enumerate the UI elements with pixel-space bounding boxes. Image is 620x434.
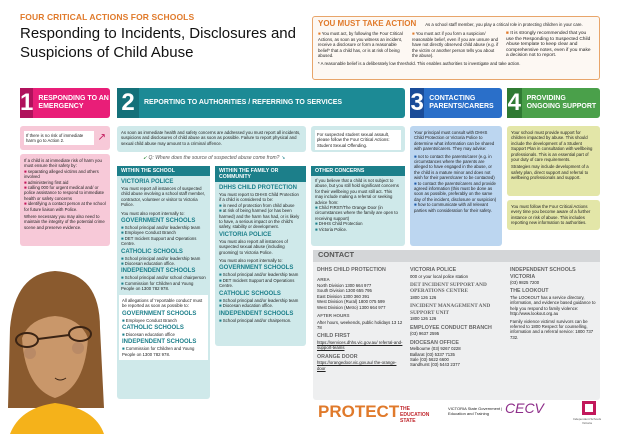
list-item: ■ how to communicate with all relevant parties with consideration for their safety. — [414, 202, 498, 213]
emergency-item: ■ separating alleged victims and others involved — [24, 169, 106, 180]
orange-door-link[interactable]: https://orangedoor.vic.gov.au/ the-orange-door — [317, 360, 397, 371]
section-title: INDEPENDENT SCHOOLS — [219, 310, 294, 317]
section-title: CATHOLIC SCHOOLS — [219, 290, 281, 297]
contact-title: DIOCESAN OFFICE — [410, 339, 459, 346]
section-title: INDEPENDENT SCHOOLS — [121, 268, 196, 275]
contact-line: (03) 9825 7200 — [510, 280, 540, 285]
section-title: GOVERNMENT SCHOOLS — [121, 218, 196, 225]
list-item: ■ School principal and/or leadership team — [121, 256, 206, 261]
list-item: ■ not to contact the parents/carer (e.g. in circumstances where the parents are alleged to have engaged in the abuse, or the child is a mature minor and does not wish for their parent/carer to be contacted) — [414, 154, 498, 181]
contact-line: Sale (03) 5622 6600 — [410, 356, 449, 362]
action-label: CONTACTING PARENTS/CARERS — [429, 95, 494, 110]
action-point: ■ It is strongly recommended that you use the Responding to Suspected Child Abuse template to keep clear and comprehensive notes, even if you make a decision not to report. — [506, 31, 594, 58]
list-item: ■ DHHS Child Protection — [315, 221, 401, 226]
source-question — [122, 155, 306, 161]
list-item: ■ in need of protection from child abuse — [219, 203, 302, 208]
no-risk-box — [20, 126, 110, 150]
section-text: If you believe that a child is not subject to abuse, but you still hold significant concerns for their wellbeing you must still act. This may include making a referral or seeking advice from: — [315, 178, 399, 205]
contact-line: The LOOKOUT has a service directory, information, and evidence based guidance to help you respond to family violence: http://www.lookout.org.au — [510, 294, 596, 317]
list-item: ■ Commission for Children and Young People on 1300 782 978. — [122, 346, 205, 357]
footnote: * A reasonable belief is a deliberately low threshold. This enables authorities to investigate and take action. — [318, 61, 521, 67]
action-label: RESPONDING TO AN EMERGENCY — [38, 95, 109, 110]
list-item: ■ Employee Conduct Branch — [121, 230, 206, 235]
contact-line: West Division (Rural) 1800 075 599 — [317, 299, 385, 305]
section-title: CATHOLIC SCHOOLS — [121, 248, 183, 255]
sexual-assault-note — [311, 126, 405, 152]
column-header: WITHIN THE FAMILY OR COMMUNITY — [215, 166, 306, 182]
list-item: ■ DET Incident Support and Operations Centre. — [219, 278, 302, 289]
list-item: ■ Victoria Police. — [315, 227, 401, 232]
contact-panel — [313, 250, 600, 400]
emergency-item: ■ administering first aid — [24, 180, 106, 185]
also-text: You must also report internally to: — [219, 258, 283, 264]
contact-line: After hours, weekends, public holidays 13 12 78 — [317, 319, 403, 330]
emergency-intro: If a child is at immediate risk of harm you must ensure their safety by: — [24, 158, 102, 169]
education-state-logo: THE EDUCATION STATE — [400, 406, 430, 424]
you-must-take-action-box — [312, 16, 600, 80]
section-title: VICTORIA POLICE — [219, 231, 272, 238]
action-number: 3 — [410, 89, 424, 116]
action-number: 1 — [20, 89, 34, 116]
contact-title: VICTORIA POLICE — [410, 267, 457, 273]
contact-line: 000 or your local police station — [410, 273, 469, 279]
sexual-assault-text: For suspected student sexual assault, please follow the Four Critical Actions: Student Sexual Offending. — [315, 130, 401, 150]
isv-logo-icon — [582, 401, 596, 415]
contact-line: North Division 1300 664 977 — [317, 283, 372, 288]
section-text: You must report all instances of suspected child abuse involving a school staff member, contractor, volunteer or visitor to Victoria Police. — [121, 186, 205, 208]
contact-line: Family violence victims/ survivors can be referred to 1800 Respect for counselling, information and a referral service: 1800 737 732. — [510, 318, 594, 340]
contact-title: DHHS CHILD PROTECTION — [317, 267, 386, 273]
list-item: ■ Diocesan education office. — [121, 261, 206, 266]
arrow-down-left-icon: ↙ — [142, 155, 148, 161]
ongoing-support-box — [507, 126, 600, 196]
follow-actions-box: You must follow the Four Critical Actions every time you become aware of a further instance or risk of abuse. This includes reporting new information to authorities. — [507, 200, 600, 230]
action-4-header — [507, 88, 600, 118]
contact-title: ORANGE DOOR — [317, 353, 358, 360]
contact-line: 1800 126 126 — [410, 294, 437, 300]
emergency-outro: Where necessary you may also need to maintain the integrity of the potential crime scene and preserve evidence. — [24, 214, 105, 230]
section-title: VICTORIA POLICE — [121, 179, 174, 185]
list-item: ■ to contact the parents/carers and provide agreed information (this must be done as soon as possible, preferably on the same day of the incident, disclosure or suspicion) — [414, 181, 498, 203]
list-item: ■ Diocesan education office — [122, 332, 205, 337]
arrow-up-right-icon: ↗ — [97, 132, 106, 144]
contact-title: DET INCIDENT SUPPORT AND OPERATIONS CENTRE — [410, 281, 487, 295]
list-item: ■ Child FIRST/The Orange Door (in circumstances where the family are open to receiving support) — [315, 205, 401, 221]
contact-heading: CONTACT — [313, 250, 600, 262]
section-title: DHHS CHILD PROTECTION — [219, 185, 297, 191]
action-heading: YOU MUST TAKE ACTION — [318, 19, 417, 28]
list-item: ■ DET Incident Support and Operations Centre. — [121, 236, 206, 247]
list-item: ■ Employee Conduct Branch — [122, 318, 205, 323]
contact-title: INDEPENDENT SCHOOLS VICTORIA — [510, 267, 576, 280]
action-number: 4 — [507, 89, 521, 116]
list-item: ■ School principal and/or chairperson. — [219, 318, 302, 323]
contact-line: 1800 126 126 — [410, 316, 437, 322]
emergency-item: ■ calling 000 for urgent medical and/ or police assistance to respond to immediate health or safety concerns — [24, 185, 106, 201]
contact-title: EMPLOYEE CONDUCT BRANCH — [410, 324, 492, 331]
reporting-intro: As soon as immediate health and safety concerns are addressed you must report all incidents, suspicions and disclosures of child abuse as soon as possible. Failure to report physical and sexual child abuse may amount to a criminal offence. — [117, 126, 306, 152]
section-title: GOVERNMENT SCHOOLS — [122, 310, 197, 317]
conduct-text: All allegations of 'reportable conduct' must be reported as soon as possible to: — [122, 297, 203, 309]
list-item: ■ Diocesan education office. — [219, 303, 302, 308]
arrow-down-right-icon: ↘ — [280, 155, 286, 161]
protect-logo: PROTECT — [318, 402, 400, 421]
action-label: PROVIDING ONGOING SUPPORT — [526, 95, 597, 110]
support-text: Your school must provide support for children impacted by abuse. This should include the development of a Student Support Plan in consultation with wellbeing professionals. This is an essential part of your duty of care requirements. — [511, 130, 593, 163]
contact-line: Ballarat (03) 5337 7135 — [410, 351, 455, 357]
support-text: Strategies may include development of a safety plan, direct support and referral to wellbeing professionals and support. — [511, 164, 589, 181]
column-header: OTHER CONCERNS — [311, 166, 405, 176]
contact-line: (03) 9637 2595 — [410, 331, 440, 337]
girl-illustration — [0, 268, 112, 434]
victoria-government-logo: VICTORIA State Government | Education and Training — [448, 406, 503, 416]
list-item: ■ School principal and/or leadership team — [219, 298, 302, 303]
contact-line: West Division (Metro) 1300 664 977 — [317, 304, 386, 310]
contact-title: INCIDENT MANAGEMENT AND SUPPORT UNIT — [410, 303, 491, 316]
action-3-header — [410, 88, 502, 118]
kicker: FOUR CRITICAL ACTIONS FOR SCHOOLS — [20, 12, 195, 22]
within-school-column — [117, 166, 210, 399]
contact-line: South Division 1300 655 795 — [317, 288, 372, 294]
isv-logo-text: Independent Schools Victoria — [572, 417, 602, 425]
contact-line: Sandhurst (03) 5443 2377 — [410, 362, 460, 368]
other-concerns-column — [311, 166, 405, 246]
parents-intro: Your principal must consult with DHHS Child Protection or Victoria Police to determine what information can be shared with parents/carers. They may advise: — [414, 130, 495, 152]
contact-line: Melbourne (03) 9267 0228 — [410, 346, 461, 352]
action-point: ■ You must act if you form a suspicion/ reasonable belief, even if you are unsure and have not directly observed child abuse (e.g. if the victim or another person tells you about the abuse). — [412, 31, 500, 58]
column-header: WITHIN THE SCHOOL — [117, 166, 210, 176]
no-risk-text: If there is no risk of immediate harm go to Action 2. — [24, 131, 94, 146]
also-text: You must also report internally to: — [121, 210, 185, 216]
contact-line: East Division 1300 360 391 — [317, 293, 370, 299]
emergency-item: ■ identifying a contact person at the school for future liaison with Police. — [24, 201, 106, 212]
contact-title: CHILD FIRST — [317, 333, 350, 340]
section-title: CATHOLIC SCHOOLS — [122, 324, 184, 331]
contact-title: THE LOOKOUT — [510, 288, 549, 295]
section-title: INDEPENDENT SCHOOLS — [122, 339, 197, 346]
list-item: ■ School principal and/or leadership team — [121, 225, 206, 230]
list-item: ■ School principal and/or leadership team — [219, 272, 302, 277]
list-item: ■ School principal and/or school chairperson — [121, 275, 206, 280]
list-item: ■ at risk of being harmed (or has been harmed) and the harm has had, or is likely to have, a serious impact on the child's safety, stability or development. — [219, 208, 302, 230]
contact-subtitle: AREA — [317, 276, 330, 282]
contact-subtitle: AFTER HOURS — [317, 313, 350, 319]
section-text: You must also report all instances of suspected sexual abuse (including grooming) to Victoria Police. — [219, 238, 288, 255]
list-item: ■ Commission for Children and Young People on 1300 782 978. — [121, 281, 206, 292]
within-family-column — [215, 166, 306, 346]
question-text: Q: Where does the source of suspected abuse come from? — [148, 155, 280, 161]
section-title: GOVERNMENT SCHOOLS — [219, 265, 294, 272]
action-lead: As a school staff member, you play a critical role in protecting children in your care. — [425, 22, 583, 27]
parents-carers-box — [410, 126, 502, 246]
action-label: REPORTING TO AUTHORITIES / REFERRING TO SERVICES — [144, 99, 343, 106]
emergency-box — [20, 154, 110, 246]
child-first-link[interactable]: https://services.dhhs.vic.gov.au/ referral-and-support-teams — [317, 339, 403, 351]
action-2-header — [117, 88, 405, 118]
section-text: You must report to DHHS Child Protection if a child is considered to be: — [219, 192, 299, 203]
action-point: ■ You must act, by following the Four Critical Actions, as soon as you witness an incident, receive a disclosure or form a reasonable belief* that a child has, or is at risk of being abused. — [318, 31, 406, 58]
action-1-header — [20, 88, 110, 118]
cecv-logo: CECV — [505, 400, 544, 416]
action-number: 2 — [117, 88, 139, 118]
page-title: Responding to Incidents, Disclosures and Suspicions of Child Abuse — [20, 25, 296, 61]
